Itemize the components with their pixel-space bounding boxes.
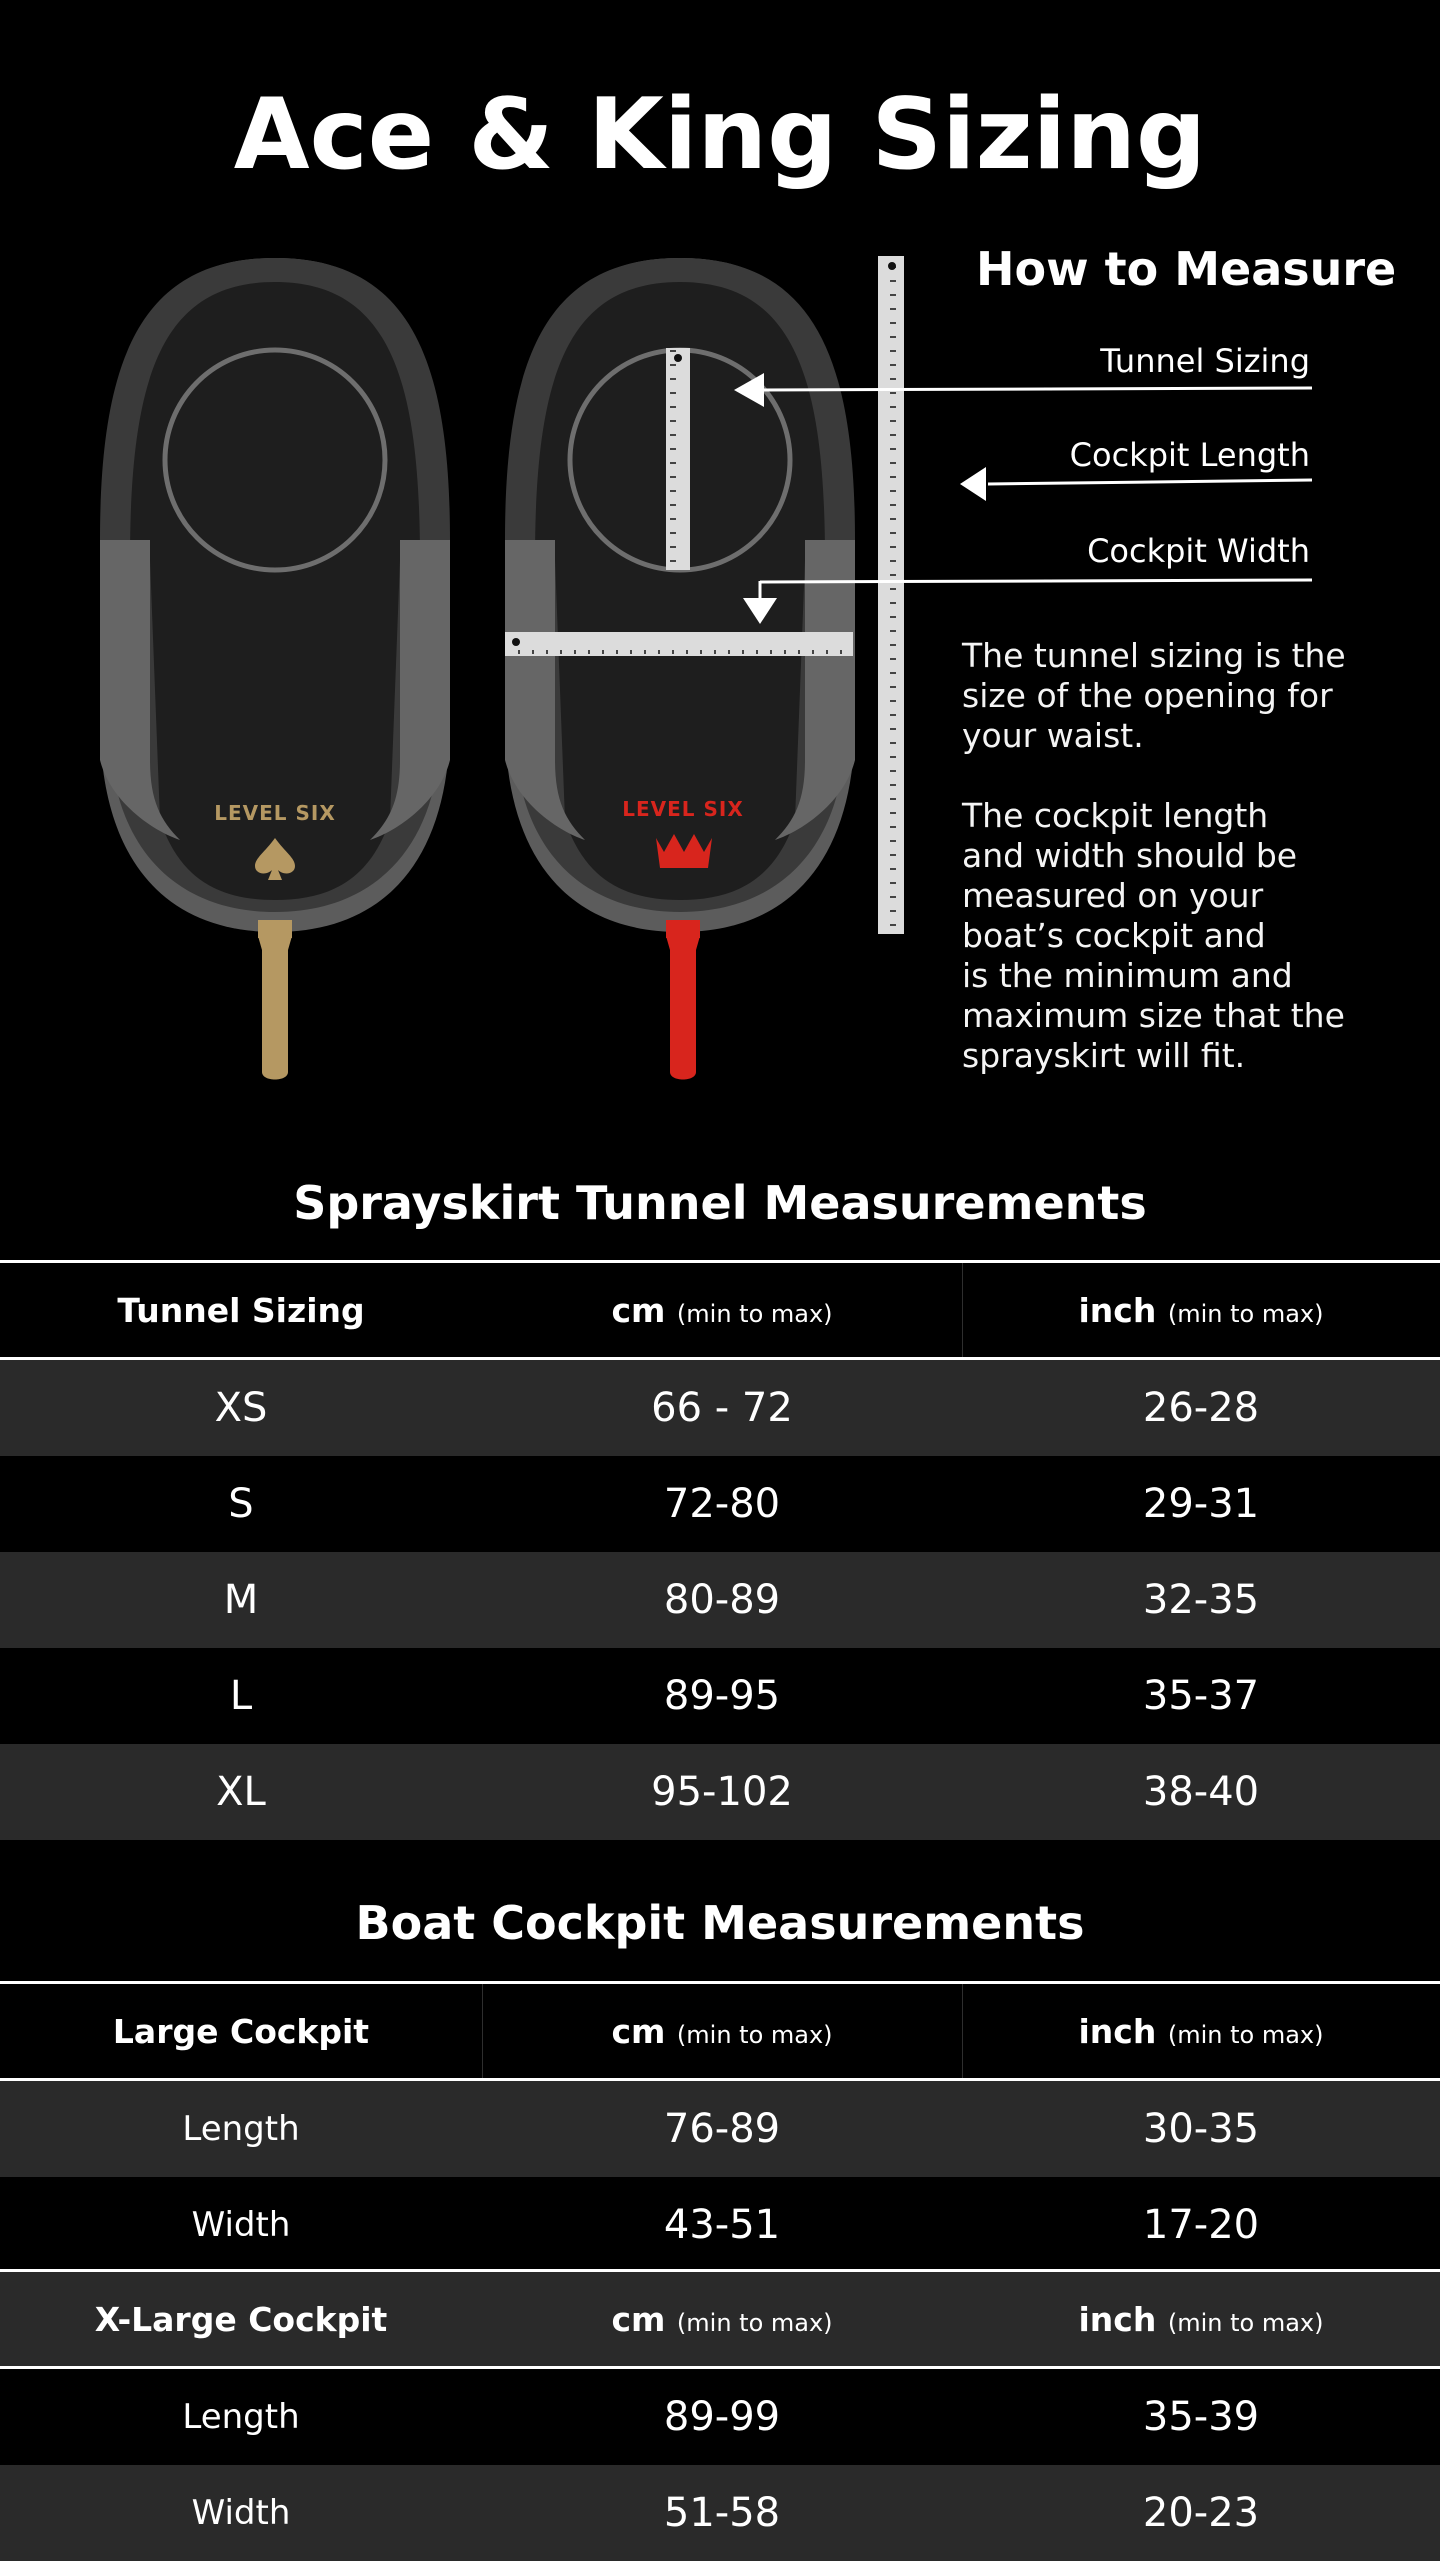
tunnel-description: The tunnel sizing is the size of the opening for your waist. <box>962 636 1346 755</box>
header-inch: inch (min to max) <box>1078 2300 1324 2339</box>
table-row: Length 89-99 35-39 <box>0 2369 1440 2465</box>
header-cm: cm (min to max) <box>611 2012 833 2051</box>
table-row: L 89-95 35-37 <box>0 1648 1440 1744</box>
cockpit-width-label: Cockpit Width <box>1087 532 1310 570</box>
table-row: Width 43-51 17-20 <box>0 2177 1440 2273</box>
header-inch: inch (min to max) <box>1078 2012 1324 2051</box>
table-row: S 72-80 29-31 <box>0 1456 1440 1552</box>
table-row: XS 66 - 72 26-28 <box>0 1360 1440 1456</box>
tunnel-sizing-label: Tunnel Sizing <box>1100 342 1310 380</box>
header-large-cockpit: Large Cockpit <box>112 2012 370 2051</box>
length-ruler <box>878 256 904 934</box>
king-brand: LEVEL SIX <box>622 797 744 821</box>
large-cockpit-header-row <box>0 1984 1440 2080</box>
cockpit-length-label: Cockpit Length <box>1069 436 1310 474</box>
ace-brand: LEVEL SIX <box>214 801 336 825</box>
table-row: XL 95-102 38-40 <box>0 1744 1440 1840</box>
cockpit-table-title: Boat Cockpit Measurements <box>355 1896 1085 1950</box>
page-title: Ace & King Sizing <box>233 78 1207 192</box>
header-tunnel-sizing: Tunnel Sizing <box>117 1291 365 1330</box>
ace-sprayskirt <box>100 258 450 1080</box>
table-row: Width 51-58 20-23 <box>0 2465 1440 2561</box>
table-row: M 80-89 32-35 <box>0 1552 1440 1648</box>
xlarge-cockpit-header-row <box>0 2272 1440 2368</box>
header-cm: cm (min to max) <box>611 2300 833 2339</box>
king-sprayskirt <box>505 258 855 1080</box>
header-xlarge-cockpit: X-Large Cockpit <box>94 2300 388 2339</box>
tunnel-header-row <box>0 1263 1440 1359</box>
how-to-measure-title: How to Measure <box>976 242 1397 296</box>
cockpit-description: The cockpit length and width should be measured on your boat’s cockpit and is the minimum and maximum size that the sprayskirt will fit. <box>962 796 1345 1075</box>
header-inch: inch (min to max) <box>1078 1291 1324 1330</box>
header-cm: cm (min to max) <box>611 1291 833 1330</box>
tunnel-table-title: Sprayskirt Tunnel Measurements <box>293 1176 1147 1230</box>
table-row: Length 76-89 30-35 <box>0 2081 1440 2177</box>
